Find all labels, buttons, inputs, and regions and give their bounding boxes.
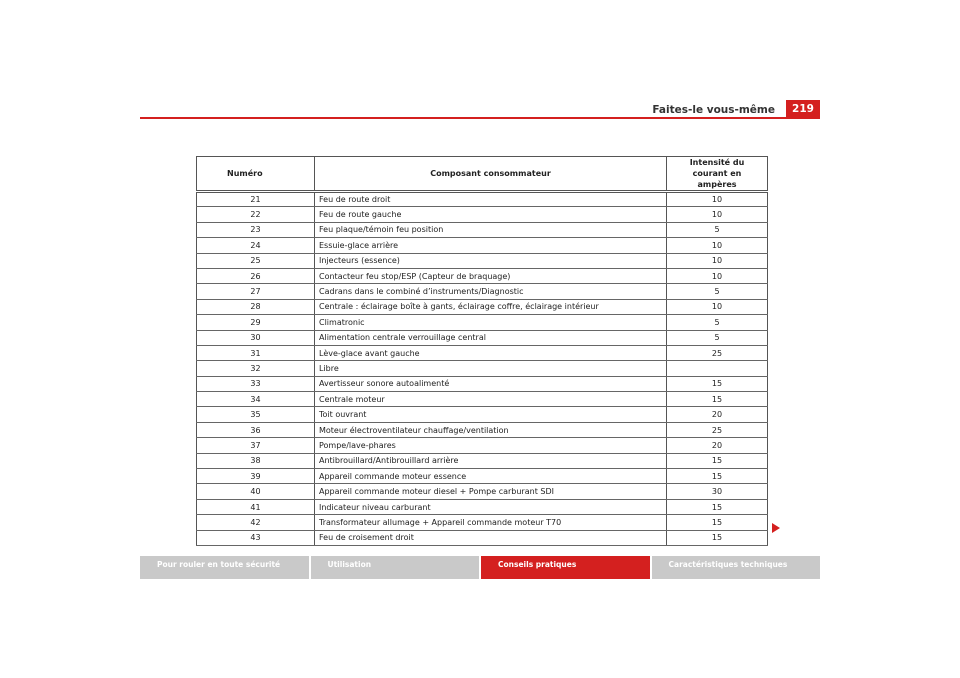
table-row: [197, 253, 768, 268]
row-amps: 15: [667, 530, 768, 545]
header-current-line1: Intensité du courant en: [689, 158, 745, 178]
section-title: Faites-le vous-même: [652, 104, 775, 116]
row-component: Feu de croisement droit: [315, 530, 667, 545]
footer-tab-utilisation[interactable]: Utilisation: [311, 556, 480, 579]
row-amps: 10: [667, 299, 768, 314]
row-component: Centrale moteur: [315, 392, 667, 407]
table-row: [197, 484, 768, 499]
row-amps: 15: [667, 469, 768, 484]
row-number: 29: [197, 315, 315, 330]
table-row: [197, 392, 768, 407]
row-amps: 5: [667, 330, 768, 345]
row-number: 42: [197, 515, 315, 530]
header-current: [667, 157, 768, 192]
row-number: 41: [197, 499, 315, 514]
row-component: Pompe/lave-phares: [315, 438, 667, 453]
row-amps: 15: [667, 453, 768, 468]
row-amps: [667, 361, 768, 376]
row-component: Injecteurs (essence): [315, 253, 667, 268]
header-component: Composant consommateur: [315, 157, 667, 192]
row-component: Moteur électroventilateur chauffage/ventilation: [315, 422, 667, 437]
row-component: Antibrouillard/Antibrouillard arrière: [315, 453, 667, 468]
row-amps: 20: [667, 407, 768, 422]
row-number: 31: [197, 345, 315, 360]
table-row: [197, 376, 768, 391]
table-row: [197, 361, 768, 376]
row-number: 23: [197, 222, 315, 237]
row-amps: 15: [667, 515, 768, 530]
row-component: Toit ouvrant: [315, 407, 667, 422]
footer-tab-securite[interactable]: Pour rouler en toute sécurité: [140, 556, 309, 579]
row-number: 33: [197, 376, 315, 391]
row-component: Feu de route gauche: [315, 207, 667, 222]
row-component: Essuie-glace arrière: [315, 238, 667, 253]
row-amps: 30: [667, 484, 768, 499]
row-amps: 5: [667, 222, 768, 237]
table-header-row: [197, 157, 768, 192]
row-amps: 25: [667, 345, 768, 360]
row-number: 43: [197, 530, 315, 545]
row-component: Avertisseur sonore autoalimenté: [315, 376, 667, 391]
row-amps: 20: [667, 438, 768, 453]
row-number: 40: [197, 484, 315, 499]
table-row: [197, 315, 768, 330]
row-number: 35: [197, 407, 315, 422]
footer-tab-conseils[interactable]: Conseils pratiques: [481, 556, 650, 579]
table-body: [197, 192, 768, 546]
header-divider: [140, 117, 820, 119]
fuse-table: [196, 156, 768, 546]
row-amps: 15: [667, 499, 768, 514]
row-number: 39: [197, 469, 315, 484]
row-component: Lève-glace avant gauche: [315, 345, 667, 360]
table-row: [197, 422, 768, 437]
row-component: Cadrans dans le combiné d’instruments/Diagnostic: [315, 284, 667, 299]
table-row: [197, 345, 768, 360]
row-number: 22: [197, 207, 315, 222]
row-amps: 15: [667, 392, 768, 407]
row-number: 25: [197, 253, 315, 268]
table-row: [197, 207, 768, 222]
row-number: 32: [197, 361, 315, 376]
row-number: 38: [197, 453, 315, 468]
table-row: [197, 268, 768, 283]
row-component: Climatronic: [315, 315, 667, 330]
row-component: Alimentation centrale verrouillage central: [315, 330, 667, 345]
row-amps: 25: [667, 422, 768, 437]
table-row: [197, 192, 768, 207]
row-amps: 10: [667, 192, 768, 207]
row-number: 26: [197, 268, 315, 283]
row-number: 30: [197, 330, 315, 345]
row-amps: 10: [667, 268, 768, 283]
table-row: [197, 299, 768, 314]
footer-nav: [140, 556, 820, 579]
table-row: [197, 222, 768, 237]
row-number: 37: [197, 438, 315, 453]
row-number: 24: [197, 238, 315, 253]
table-row: [197, 284, 768, 299]
footer-tab-caracteristiques[interactable]: Caractéristiques techniques: [652, 556, 821, 579]
arrow-right-icon[interactable]: [772, 523, 780, 533]
row-component: Appareil commande moteur diesel + Pompe carburant SDI: [315, 484, 667, 499]
row-component: Indicateur niveau carburant: [315, 499, 667, 514]
row-number: 28: [197, 299, 315, 314]
table-row: [197, 499, 768, 514]
table-row: [197, 330, 768, 345]
row-component: Transformateur allumage + Appareil commande moteur T70: [315, 515, 667, 530]
row-component: Libre: [315, 361, 667, 376]
row-amps: 5: [667, 284, 768, 299]
row-number: 21: [197, 192, 315, 207]
row-number: 27: [197, 284, 315, 299]
row-number: 36: [197, 422, 315, 437]
row-component: Feu de route droit: [315, 192, 667, 207]
row-number: 34: [197, 392, 315, 407]
row-amps: 15: [667, 376, 768, 391]
table-row: [197, 515, 768, 530]
row-component: Feu plaque/témoin feu position: [315, 222, 667, 237]
table-row: [197, 453, 768, 468]
header-number: Numéro: [197, 157, 315, 192]
table-row: [197, 407, 768, 422]
table-row: [197, 469, 768, 484]
page-number: 219: [786, 100, 820, 118]
row-amps: 5: [667, 315, 768, 330]
table-row: [197, 438, 768, 453]
row-amps: 10: [667, 207, 768, 222]
row-amps: 10: [667, 238, 768, 253]
header-current-line2: ampères: [697, 180, 737, 189]
row-component: Contacteur feu stop/ESP (Capteur de braquage): [315, 268, 667, 283]
row-component: Centrale : éclairage boîte à gants, éclairage coffre, éclairage intérieur: [315, 299, 667, 314]
table-row: [197, 530, 768, 545]
row-component: Appareil commande moteur essence: [315, 469, 667, 484]
row-amps: 10: [667, 253, 768, 268]
table-row: [197, 238, 768, 253]
